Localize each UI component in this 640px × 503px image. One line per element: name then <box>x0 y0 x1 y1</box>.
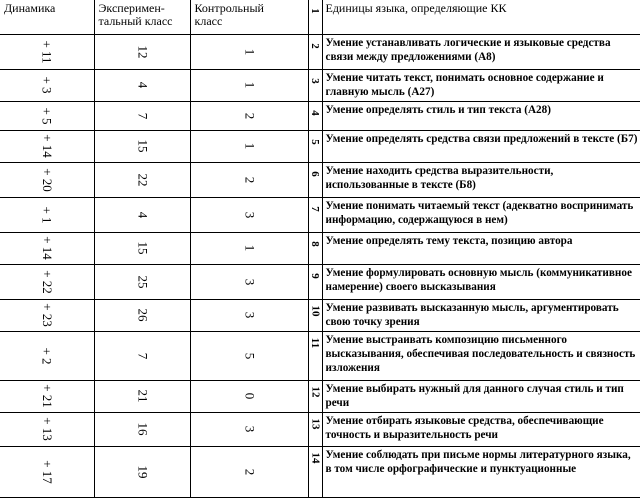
control-cell <box>190 34 308 69</box>
control-cell-value: 2 <box>242 468 257 475</box>
table-row <box>0 380 640 412</box>
experimental-cell <box>94 446 190 497</box>
header-control-line2: класс <box>194 14 223 28</box>
control-cell-value: 2 <box>242 112 257 119</box>
dynamics-cell-value: + 17 <box>39 459 55 484</box>
dynamics-cell <box>0 331 94 380</box>
header-experimental-line2: тальный класс <box>98 14 173 28</box>
skill-description-value: Умение устанавливать логические и языковые средства связи между предложениями (А8) <box>325 36 611 63</box>
table-row <box>0 130 640 162</box>
control-cell <box>190 162 308 197</box>
experimental-cell-value: 15 <box>135 241 150 255</box>
dynamics-cell-value: + 11 <box>39 39 55 64</box>
skill-description-value: Умение определять стиль и тип текста (А28) <box>325 103 551 116</box>
skill-description-value: Умение читать текст, понимать основное содержание и главную мысль (А27) <box>325 71 604 98</box>
experimental-cell <box>94 412 190 446</box>
skill-description-value: Умение выбирать нужный для данного случая стиль и тип речи <box>325 382 624 409</box>
control-cell <box>190 197 308 232</box>
skill-description <box>322 162 640 197</box>
control-cell <box>190 69 308 101</box>
skill-description <box>322 197 640 232</box>
experimental-cell <box>94 264 190 299</box>
index-cell-value: 5 <box>309 138 321 145</box>
skill-description <box>322 130 640 162</box>
index-cell <box>308 446 322 497</box>
dynamics-cell <box>0 162 94 197</box>
experimental-cell <box>94 101 190 130</box>
control-cell-value: 3 <box>242 311 257 319</box>
dynamics-cell <box>0 264 94 299</box>
index-cell <box>308 34 322 69</box>
experimental-cell <box>94 299 190 331</box>
experimental-cell-value: 7 <box>135 352 150 359</box>
experimental-cell-value: 21 <box>135 389 150 403</box>
table-row <box>0 232 640 264</box>
dynamics-cell-value: + 23 <box>39 303 55 327</box>
control-cell <box>190 446 308 497</box>
index-cell <box>308 101 322 130</box>
table-row <box>0 162 640 197</box>
control-cell-value: 1 <box>242 142 257 150</box>
table-row <box>0 34 640 69</box>
index-cell <box>308 232 322 264</box>
skill-description-value: Умение выстраивать композицию письменного высказывания, обеспечивая последовательность и связность изложения <box>325 333 636 374</box>
dynamics-cell-value: + 14 <box>39 236 55 260</box>
control-cell <box>190 380 308 412</box>
index-cell-value: 2 <box>309 42 321 49</box>
header-index <box>308 0 322 34</box>
index-cell-value: 13 <box>309 418 321 429</box>
control-cell <box>190 412 308 446</box>
header-experimental <box>94 0 190 34</box>
control-cell-value: 5 <box>242 352 257 359</box>
header-dynamics-label: Динамика <box>4 1 56 15</box>
index-cell <box>308 264 322 299</box>
index-cell <box>308 162 322 197</box>
skill-description <box>322 101 640 130</box>
dynamics-cell-value: + 3 <box>39 76 55 94</box>
control-cell-value: 1 <box>242 244 257 252</box>
skill-description <box>322 412 640 446</box>
dynamics-cell <box>0 101 94 130</box>
control-cell-value: 1 <box>242 48 257 55</box>
control-cell <box>190 331 308 380</box>
experimental-cell-value: 7 <box>135 112 150 119</box>
control-cell <box>190 232 308 264</box>
control-cell <box>190 299 308 331</box>
dynamics-cell-value: + 14 <box>39 134 55 158</box>
dynamics-cell <box>0 34 94 69</box>
table-row <box>0 299 640 331</box>
dynamics-cell <box>0 299 94 331</box>
skill-description-value: Умение соблюдать при письме нормы литературного языка, в том числе орфографические и пунктуационные <box>325 448 631 475</box>
index-cell-value: 9 <box>309 272 321 279</box>
experimental-cell-value: 16 <box>135 422 150 436</box>
header-index-label: 1 <box>309 8 321 14</box>
skill-description-value: Умение определять тему текста, позицию автора <box>325 234 573 247</box>
index-cell-value: 14 <box>309 452 321 463</box>
experimental-cell <box>94 69 190 101</box>
dynamics-cell-value: + 13 <box>39 417 55 441</box>
dynamics-cell <box>0 412 94 446</box>
experimental-cell-value: 15 <box>135 139 150 153</box>
index-cell <box>308 412 322 446</box>
header-skills-label: Единицы языка, определяющие КК <box>325 1 507 15</box>
skill-description-value: Умение формулировать основную мысль (коммуникативное намерение) своего высказывания <box>325 266 632 293</box>
skill-description <box>322 34 640 69</box>
dynamics-cell <box>0 130 94 162</box>
index-cell <box>308 130 322 162</box>
control-cell-value: 3 <box>242 211 257 218</box>
control-cell <box>190 264 308 299</box>
table-body <box>0 34 640 497</box>
skill-description-value: Умение находить средства выразительности, использованные в тексте (Б8) <box>325 164 554 191</box>
skill-description-value: Умение развивать высказанную мысль, аргументировать свою точку зрения <box>325 301 619 328</box>
experimental-cell-value: 4 <box>135 81 150 89</box>
skill-description-value: Умение понимать читаемый текст (адекватно воспринимать информацию, содержащуюся в нем) <box>325 199 634 226</box>
experimental-cell <box>94 162 190 197</box>
experimental-cell <box>94 197 190 232</box>
dynamics-cell <box>0 380 94 412</box>
index-cell-value: 6 <box>309 170 321 177</box>
dynamics-cell <box>0 232 94 264</box>
dynamics-cell-value: + 5 <box>39 106 55 125</box>
dynamics-cell-value: + 1 <box>39 205 55 224</box>
index-cell-value: 7 <box>309 205 321 212</box>
experimental-cell-value: 26 <box>135 308 150 322</box>
table-row <box>0 331 640 380</box>
table-row <box>0 264 640 299</box>
dynamics-cell-value: + 22 <box>39 269 55 294</box>
index-cell <box>308 380 322 412</box>
table-row <box>0 69 640 101</box>
dynamics-cell <box>0 69 94 101</box>
experimental-cell-value: 22 <box>135 173 150 186</box>
index-cell <box>308 299 322 331</box>
index-cell-value: 10 <box>309 305 321 316</box>
dynamics-cell-value: + 21 <box>39 384 55 408</box>
index-cell-value: 3 <box>309 77 321 84</box>
experimental-cell-value: 25 <box>135 275 150 288</box>
control-cell <box>190 101 308 130</box>
experimental-cell <box>94 130 190 162</box>
header-experimental-line1: Эксперимен- <box>98 1 165 15</box>
experimental-cell-value: 12 <box>135 45 150 58</box>
header-skills <box>322 0 640 34</box>
skill-description-value: Умение определять средства связи предложений в тексте (Б7) <box>325 132 638 145</box>
skill-description <box>322 331 640 380</box>
table-row <box>0 197 640 232</box>
index-cell-value: 12 <box>309 386 321 397</box>
control-cell-value: 3 <box>242 425 257 433</box>
skill-description <box>322 380 640 412</box>
control-cell <box>190 130 308 162</box>
experimental-cell-value: 4 <box>135 211 150 218</box>
control-cell-value: 0 <box>242 392 257 400</box>
experimental-cell <box>94 380 190 412</box>
dynamics-cell-value: + 20 <box>39 167 55 192</box>
table-row <box>0 446 640 497</box>
header-control-line1: Контрольный <box>194 1 264 15</box>
index-cell <box>308 331 322 380</box>
skill-description <box>322 264 640 299</box>
experimental-cell <box>94 331 190 380</box>
control-cell-value: 2 <box>242 176 257 183</box>
skill-description <box>322 69 640 101</box>
table-row <box>0 412 640 446</box>
index-cell-value: 11 <box>309 337 321 348</box>
table-header-row <box>0 0 640 34</box>
control-cell-value: 3 <box>242 278 257 285</box>
table-row <box>0 101 640 130</box>
dynamics-cell <box>0 197 94 232</box>
index-cell-value: 4 <box>309 109 321 116</box>
header-dynamics <box>0 0 94 34</box>
experimental-cell <box>94 232 190 264</box>
index-cell <box>308 69 322 101</box>
header-control <box>190 0 308 34</box>
skill-description-value: Умение отбирать языковые средства, обеспечивающие точность и выразительность речи <box>325 414 604 441</box>
dynamics-cell-value: + 2 <box>39 346 55 365</box>
dynamics-cell <box>0 446 94 497</box>
index-cell <box>308 197 322 232</box>
index-cell-value: 8 <box>309 240 321 247</box>
experimental-cell-value: 19 <box>135 465 150 478</box>
skill-description <box>322 299 640 331</box>
experimental-cell <box>94 34 190 69</box>
skill-description <box>322 232 640 264</box>
control-cell-value: 1 <box>242 81 257 89</box>
skill-description <box>322 446 640 497</box>
